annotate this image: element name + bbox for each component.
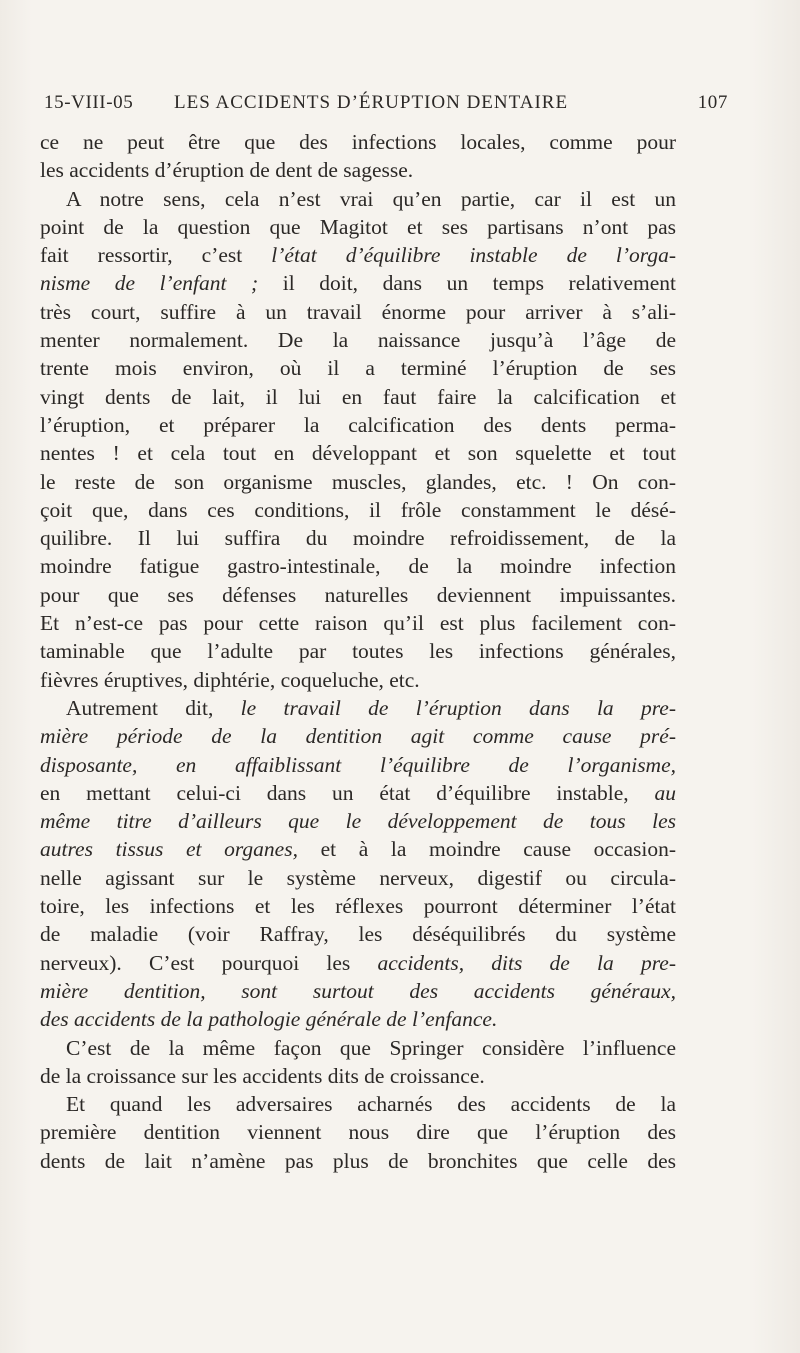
text-line: [40, 1034, 676, 1062]
italic-segment: nisme de l’enfant ;: [40, 271, 259, 296]
text-line: [40, 298, 676, 326]
text-segment: taminable que l’adulte par toutes les infections générales,: [40, 639, 676, 664]
text-line: [40, 269, 676, 297]
text-segment: C’est de la même façon que Springer considère l’influence: [66, 1035, 676, 1060]
text-segment: nerveux). C’est pourquoi les: [40, 950, 378, 975]
text-line: [40, 1005, 676, 1033]
text-segment: l’éruption, et préparer la calcification des dents perma-: [40, 412, 676, 437]
italic-segment: des accidents de la pathologie générale de l’enfance.: [40, 1007, 498, 1032]
text-segment: très court, suffire à un travail énorme pour arriver à s’ali-: [40, 299, 676, 324]
italic-segment: mière dentition, sont surtout des accidents généraux,: [40, 978, 676, 1003]
italic-segment: l’état d’équilibre instable de l’orga-: [271, 243, 677, 268]
text-line: [40, 552, 676, 580]
text-segment: le reste de son organisme muscles, glandes, etc. ! On con-: [40, 469, 676, 494]
text-line: [40, 156, 676, 184]
text-line: [40, 722, 676, 750]
text-line: [40, 892, 676, 920]
text-segment: Et quand les adversaires acharnés des accidents de la: [66, 1092, 676, 1117]
italic-segment: le travail de l’éruption dans la pre-: [240, 695, 676, 720]
date-marker: 15-VIII-05: [44, 92, 134, 113]
text-segment: de la croissance sur les accidents dits de croissance.: [40, 1063, 485, 1088]
italic-segment: au: [654, 780, 676, 805]
text-segment: Et n’est-ce pas pour cette raison qu’il est plus facilement con-: [40, 611, 676, 636]
text-segment: menter normalement. De la naissance jusqu’à l’âge de: [40, 328, 676, 353]
text-line: [40, 1090, 676, 1118]
text-line: [40, 128, 676, 156]
text-segment: A notre sens, cela n’est vrai qu’en partie, car il est un: [66, 186, 676, 211]
text-segment: Autrement dit,: [66, 695, 241, 720]
text-segment: en mettant celui-ci dans un état d’équilibre instable,: [40, 780, 655, 805]
running-header: [44, 86, 740, 122]
text-segment: çoit que, dans ces conditions, il frôle constamment le désé-: [40, 497, 676, 522]
text-line: [40, 241, 676, 269]
text-line: [40, 383, 676, 411]
italic-segment: même titre d’ailleurs que le développement de tous les: [40, 809, 676, 834]
text-segment: pour que ses défenses naturelles deviennent impuissantes.: [40, 582, 676, 607]
text-segment: fait ressortir, c’est: [40, 243, 272, 268]
text-segment: dents de lait n’amène pas plus de bronchites que celle des: [40, 1148, 676, 1173]
text-line: [40, 496, 676, 524]
text-line: [40, 977, 676, 1005]
text-line: [40, 213, 676, 241]
text-line: [40, 326, 676, 354]
text-line: [40, 354, 676, 382]
text-segment: vingt dents de lait, il lui en faut faire la calcification et: [40, 384, 676, 409]
page-number: 107: [697, 92, 728, 113]
text-segment: de maladie (voir Raffray, les déséquilibrés du système: [40, 922, 676, 947]
text-line: [40, 835, 676, 863]
text-line: [40, 864, 676, 892]
text-segment: quilibre. Il lui suffira du moindre refroidissement, de la: [40, 526, 676, 551]
text-segment: trente mois environ, où il a terminé l’éruption de ses: [40, 356, 676, 381]
text-line: [40, 439, 676, 467]
text-line: [40, 694, 676, 722]
text-line: [40, 637, 676, 665]
text-segment: ce ne peut être que des infections locales, comme pour: [40, 130, 676, 154]
text-segment: point de la question que Magitot et ses partisans n’ont pas: [40, 214, 676, 239]
body-text: [40, 128, 676, 1175]
text-line: [40, 751, 676, 779]
text-segment: nentes ! et cela tout en développant et son squelette et tout: [40, 441, 676, 466]
text-line: [40, 609, 676, 637]
text-line: [40, 779, 676, 807]
text-segment: il doit, dans un temps relativement: [258, 271, 676, 296]
text-line: [40, 807, 676, 835]
text-line: [40, 1147, 676, 1175]
running-title: LES ACCIDENTS D’ÉRUPTION DENTAIRE: [174, 92, 569, 113]
text-line: [40, 524, 676, 552]
italic-segment: disposante, en affaiblissant l’équilibre de l’organisme,: [40, 752, 676, 777]
text-line: [40, 920, 676, 948]
text-line: [40, 411, 676, 439]
text-segment: nelle agissant sur le système nerveux, digestif ou circula-: [40, 865, 676, 890]
text-line: [40, 1118, 676, 1146]
italic-segment: autres tissus et organes,: [40, 837, 298, 862]
text-segment: les accidents d’éruption de dent de sagesse.: [40, 158, 414, 183]
text-line: [40, 666, 676, 694]
text-segment: toire, les infections et les réflexes pourront déterminer l’état: [40, 894, 676, 919]
text-segment: moindre fatigue gastro-intestinale, de la moindre infection: [40, 554, 676, 579]
text-line: [40, 185, 676, 213]
italic-segment: accidents, dits de la pre-: [377, 950, 676, 975]
text-line: [40, 1062, 676, 1090]
italic-segment: mière période de la dentition agit comme cause pré-: [40, 724, 676, 749]
text-segment: et à la moindre cause occasion-: [297, 837, 676, 862]
text-segment: première dentition viennent nous dire que l’éruption des: [40, 1120, 676, 1145]
text-line: [40, 581, 676, 609]
text-line: [40, 468, 676, 496]
text-line: [40, 949, 676, 977]
text-segment: fièvres éruptives, diphtérie, coqueluche, etc.: [40, 667, 420, 692]
